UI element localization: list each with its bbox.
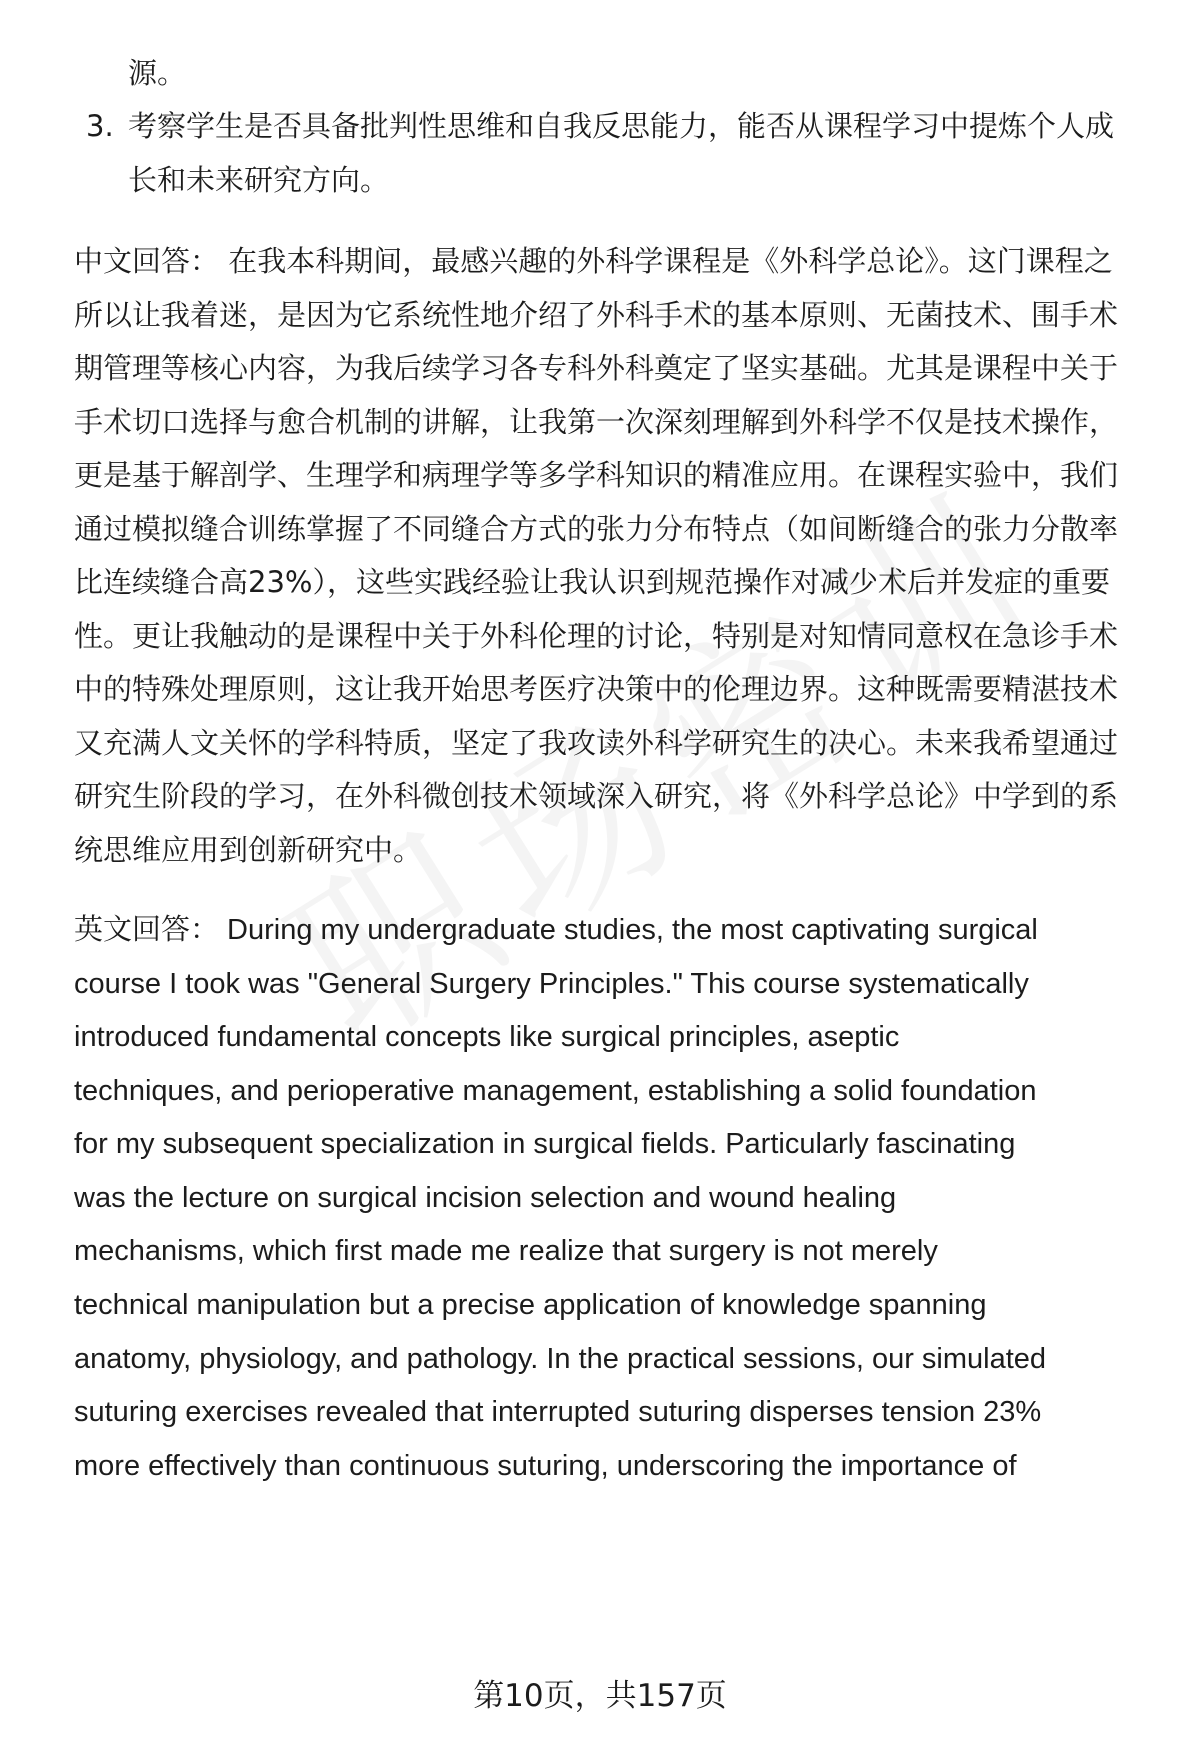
paragraph-line: 性。更让我触动的是课程中关于外科伦理的讨论，特别是对知情同意权在急诊手术 <box>74 619 1119 653</box>
paragraph-line: 期管理等核心内容，为我后续学习各专科外科奠定了坚实基础。尤其是课程中关于 <box>74 351 1119 385</box>
paragraph-line: 英文回答： During my undergraduate studies, the most captivating surgical <box>74 914 1038 946</box>
list-item-3-line: 长和未来研究方向。 <box>128 163 390 197</box>
paragraph-line: 更是基于解剖学、生理学和病理学等多学科知识的精准应用。在课程实验中，我们 <box>74 458 1119 492</box>
paragraph-line: 统思维应用到创新研究中。 <box>74 833 423 867</box>
paragraph-line: 手术切口选择与愈合机制的讲解，让我第一次深刻理解到外科学不仅是技术操作， <box>74 405 1119 439</box>
list-item-3-line: 考察学生是否具备批判性思维和自我反思能力，能否从课程学习中提炼个人成 <box>128 109 1115 143</box>
paragraph-line: for my subsequent specialization in surgical fields. Particularly fascinating <box>74 1128 1016 1160</box>
paragraph-line: 所以让我着迷，是因为它系统性地介绍了外科手术的基本原则、无菌技术、围手术 <box>74 298 1119 332</box>
list-item-2-continuation: 源。 <box>128 56 187 90</box>
paragraph-line: introduced fundamental concepts like surgical principles, aseptic <box>74 1021 900 1053</box>
paragraph-line: mechanisms, which first made me realize that surgery is not merely <box>74 1235 938 1267</box>
paragraph-line: course I took was "General Surgery Principles." This course systematically <box>74 968 1029 1000</box>
list-number-3: 3. <box>86 109 114 143</box>
paragraph-line: more effectively than continuous suturing, underscoring the importance of <box>74 1450 1017 1482</box>
page-number-footer: 第10页，共157页 <box>473 1678 727 1714</box>
paragraph-line: technical manipulation but a precise application of knowledge spanning <box>74 1289 987 1321</box>
paragraph-line: 中的特殊处理原则，这让我开始思考医疗决策中的伦理边界。这种既需要精湛技术 <box>74 672 1119 706</box>
paragraph-line: 通过模拟缝合训练掌握了不同缝合方式的张力分布特点（如间断缝合的张力分散率 <box>74 512 1119 546</box>
paragraph-line: 比连续缝合高23%），这些实践经验让我认识到规范操作对减少术后并发症的重要 <box>74 565 1110 599</box>
paragraph-line: techniques, and perioperative management, establishing a solid foundation <box>74 1075 1037 1107</box>
paragraph-line: suturing exercises revealed that interrupted suturing disperses tension 23% <box>74 1396 1042 1428</box>
paragraph-line: anatomy, physiology, and pathology. In the practical sessions, our simulated <box>74 1343 1047 1375</box>
paragraph-line: 中文回答： 在我本科期间，最感兴趣的外科学课程是《外科学总论》。这门课程之 <box>74 244 1113 278</box>
paragraph-line: 研究生阶段的学习，在外科微创技术领域深入研究，将《外科学总论》中学到的系 <box>74 779 1119 813</box>
paragraph-line: was the lecture on surgical incision selection and wound healing <box>74 1182 897 1214</box>
paragraph-line: 又充满人文关怀的学科特质，坚定了我攻读外科学研究生的决心。未来我希望通过 <box>74 726 1119 760</box>
